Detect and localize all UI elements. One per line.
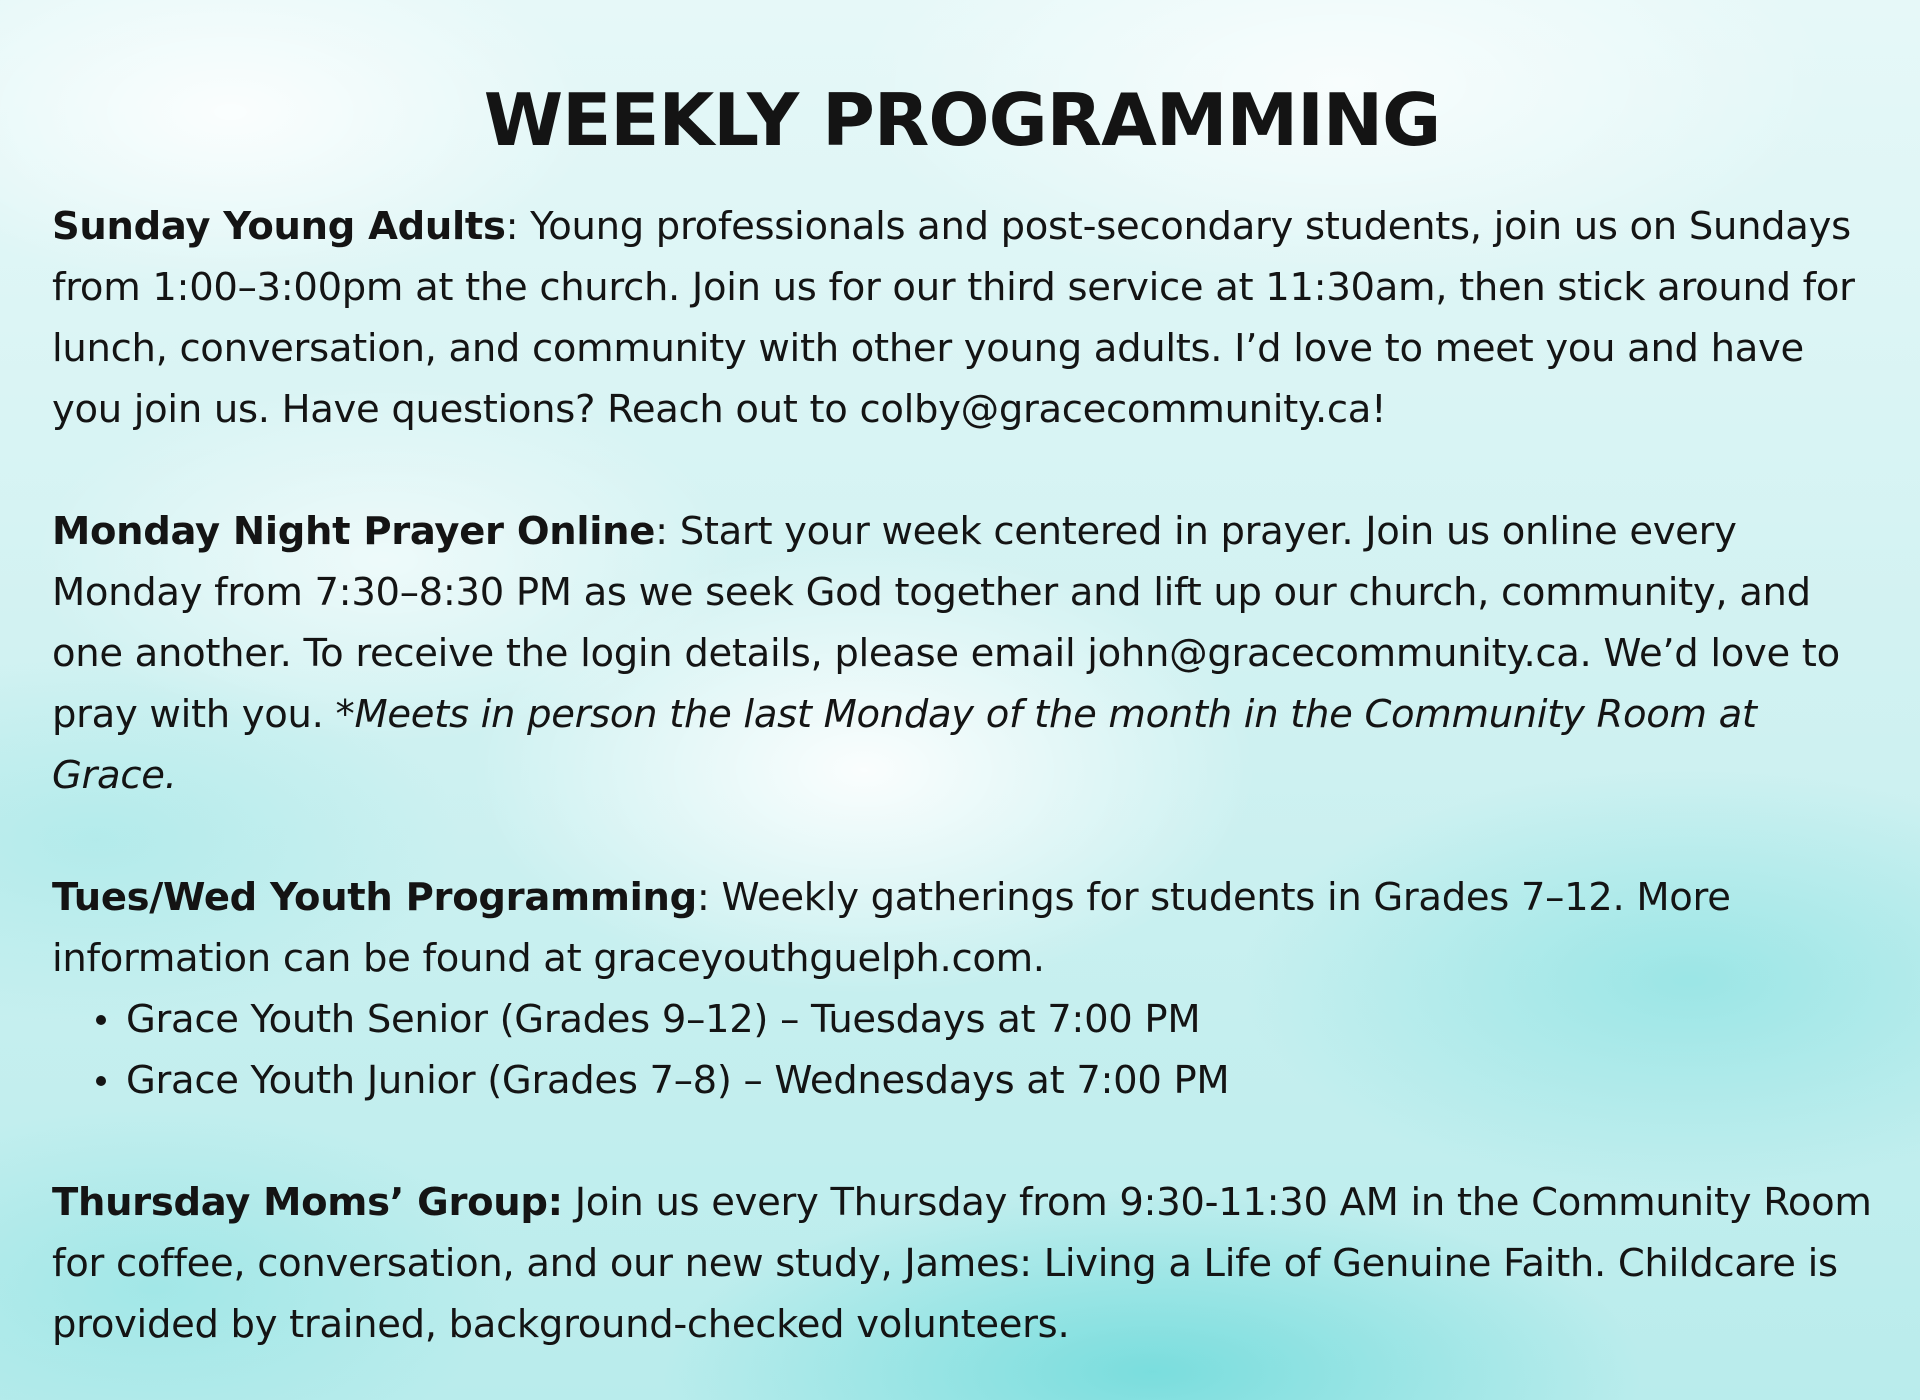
section-heading: Tues/Wed Youth Programming <box>52 875 697 920</box>
section-thursday-moms-group <box>52 1172 1872 1355</box>
list-item-text: Grace Youth Junior (Grades 7–8) – Wednesdays at 7:00 PM <box>126 1058 1230 1103</box>
list-item <box>126 989 1872 1050</box>
section-separator: : <box>505 204 519 249</box>
bullet-icon <box>96 1015 106 1025</box>
section-body: Young professionals and post-secondary students, join us on Sundays from 1:00–3:00pm at the church. Join us for our third service at 11:30am, then stick around for lunch, conversation, and community with other young adults. I’d love to meet you and have you join us. Have questions? Reach out to colby@gracecommunity.ca! <box>52 204 1855 432</box>
section-youth-programming <box>52 867 1872 1111</box>
list-item <box>126 1050 1872 1111</box>
bullet-icon <box>96 1076 106 1086</box>
youth-group-list <box>52 989 1872 1111</box>
section-separator: : <box>655 509 668 554</box>
section-note: *Meets in person the last Monday of the month in the Community Room at Grace. <box>52 692 1757 798</box>
section-heading: Sunday Young Adults <box>52 204 506 249</box>
section-body: Start your week centered in prayer. Join us online every Monday from 7:30–8:30 PM as we seek God together and lift up our church, community, and one another. To receive the login details, please email john@gracecommunity.ca. We’d love to pray with you. <box>52 509 1840 737</box>
section-heading: Thursday Moms’ Group: <box>52 1180 563 1225</box>
section-body: Weekly gatherings for students in Grades 7–12. More information can be found at graceyouthguelph.com. <box>52 875 1731 981</box>
list-item-text: Grace Youth Senior (Grades 9–12) – Tuesdays at 7:00 PM <box>126 997 1201 1042</box>
section-heading: Monday Night Prayer Online <box>52 509 656 554</box>
page-title: WEEKLY PROGRAMMING <box>483 78 1441 162</box>
section-body: Join us every Thursday from 9:30-11:30 AM in the Community Room for coffee, conversation, and our new study, James: Living a Life of Genuine Faith. Childcare is provided by trained, background-checked volunteers. <box>52 1180 1872 1347</box>
page-content <box>52 78 1872 1355</box>
section-separator: : <box>696 875 710 920</box>
section-sunday-young-adults <box>52 196 1872 440</box>
section-monday-night-prayer <box>52 501 1872 806</box>
